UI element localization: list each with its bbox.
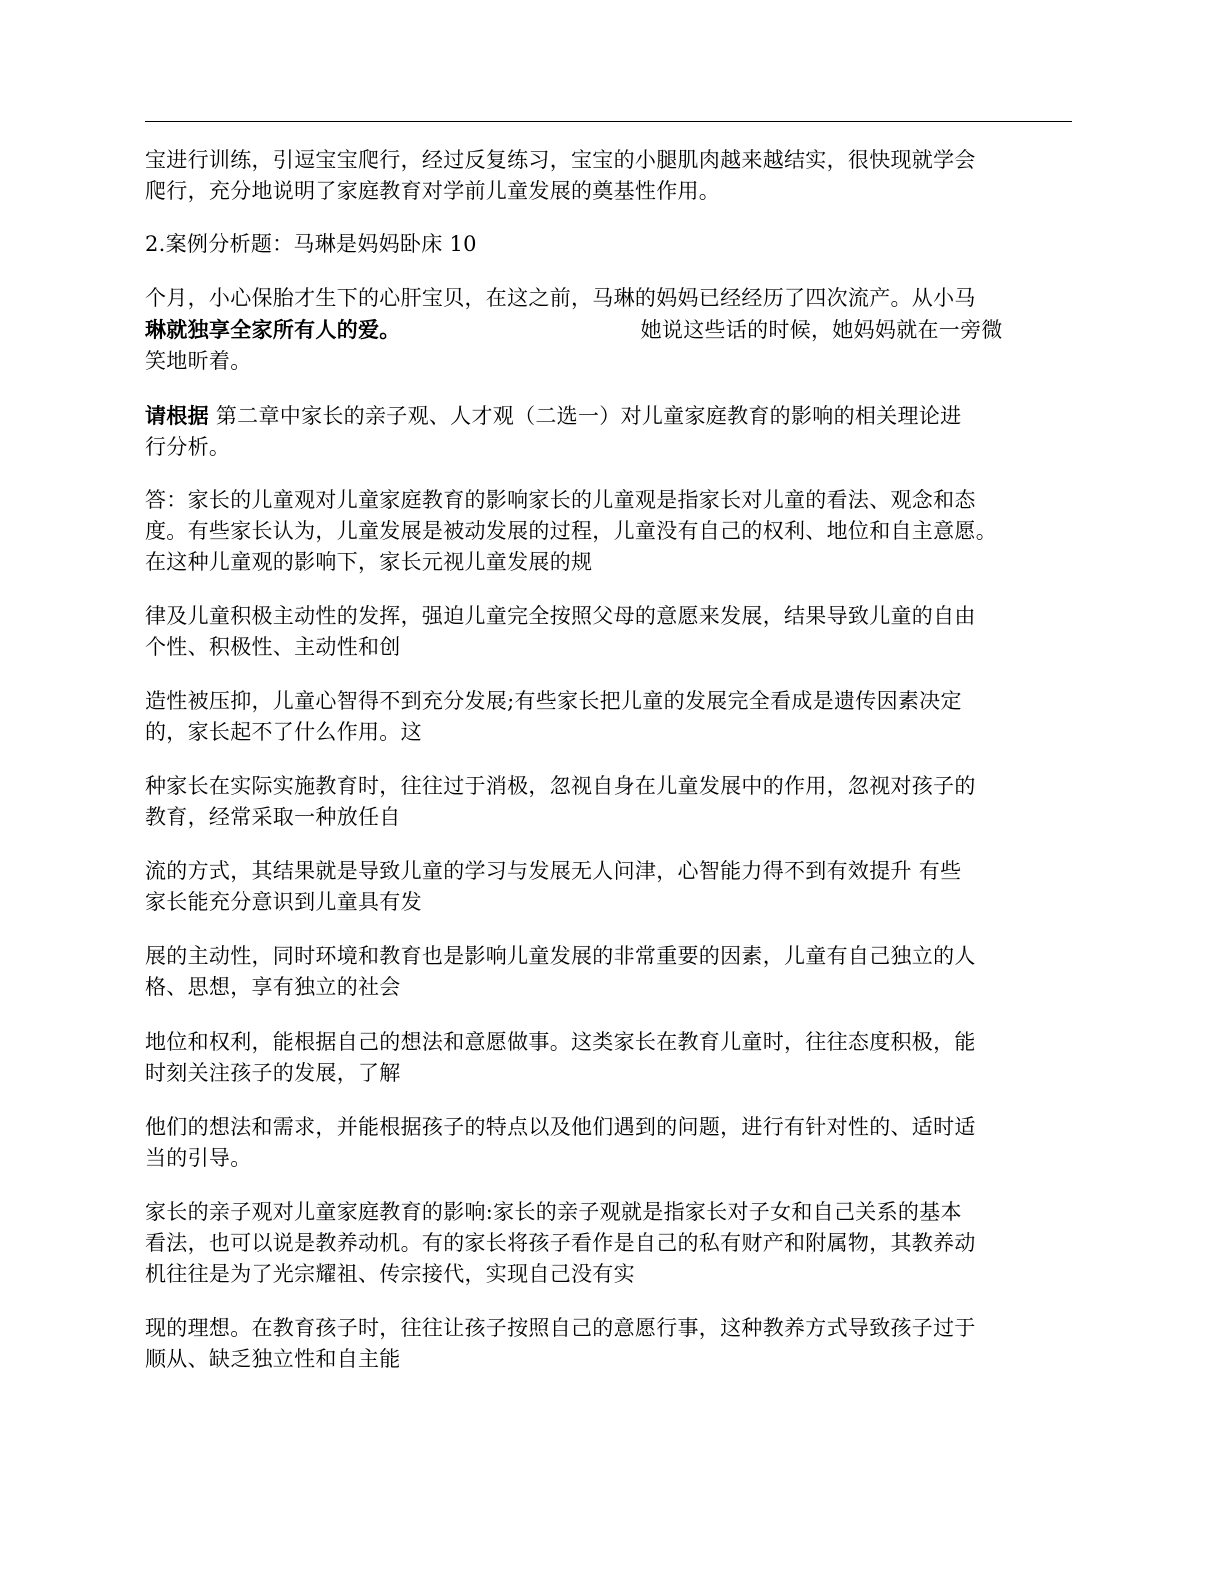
text-line: 造性被压抑，儿童心智得不到充分发展;有些家长把儿童的发展完全看成是遗传因素决定 xyxy=(145,689,962,713)
text-fragment: 第二章中家长的亲子观、人才观（二选一）对儿童家庭教育的影响的相关理论进 xyxy=(208,404,962,428)
paragraph-7 xyxy=(145,686,1095,748)
text-line: 的，家长起不了什么作用。这 xyxy=(145,720,422,744)
text-line: 机往往是为了光宗耀祖、传宗接代，实现自己没有实 xyxy=(145,1262,635,1286)
text-line: 宝进行训练，引逗宝宝爬行，经过反复练习，宝宝的小腿肌肉越来越结实，很快现就学会 xyxy=(145,148,976,172)
paragraph-4 xyxy=(145,400,1095,463)
text-line: 笑地昕着。 xyxy=(145,349,252,373)
text-line: 顺从、缺乏独立性和自主能 xyxy=(145,1347,401,1371)
text-line: 个性、积极性、主动性和创 xyxy=(145,635,401,659)
paragraph-11 xyxy=(145,1027,1095,1089)
text-line: 教育，经常采取一种放任自 xyxy=(145,805,401,829)
text-line xyxy=(145,400,1095,432)
text-line: 答：家长的儿童观对儿童家庭教育的影响家长的儿童观是指家长对儿童的看法、观念和态 xyxy=(145,488,976,512)
paragraph-10 xyxy=(145,941,1095,1003)
paragraph-14 xyxy=(145,1313,1095,1375)
header-rule xyxy=(145,121,1072,122)
text-line: 时刻关注孩子的发展，了解 xyxy=(145,1061,401,1085)
text-fragment: 她说这些话的时候，她妈妈就在一旁微 xyxy=(640,318,1003,342)
text-line: 看法，也可以说是教养动机。有的家长将孩子看作是自己的私有财产和附属物，其教养动 xyxy=(145,1231,976,1255)
text-line: 格、思想，享有独立的社会 xyxy=(145,975,401,999)
bold-phrase: 请根据 xyxy=(145,403,209,428)
text-line: 个月，小心保胎才生下的心肝宝贝，在这之前，马琳的妈妈已经经历了四次流产。从小马 xyxy=(145,286,976,310)
text-line xyxy=(145,314,1095,346)
paragraph-6 xyxy=(145,601,1095,663)
paragraph-13 xyxy=(145,1197,1095,1290)
text-line: 现的理想。在教育孩子时，往往让孩子按照自己的意愿行事，这种教养方式导致孩子过于 xyxy=(145,1316,976,1340)
text-line: 度。有些家长认为，儿童发展是被动发展的过程，儿童没有自己的权利、地位和自主意愿。 xyxy=(145,519,997,543)
text-line: 爬行，充分地说明了家庭教育对学前儿童发展的奠基性作用。 xyxy=(145,179,721,203)
text-line: 行分析。 xyxy=(145,435,231,459)
text-line: 当的引导。 xyxy=(145,1146,252,1170)
text-line: 流的方式，其结果就是导致儿童的学习与发展无人问津，心智能力得不到有效提升 有些 xyxy=(145,859,962,883)
paragraph-12 xyxy=(145,1112,1095,1174)
text-line: 种家长在实际实施教育时，往往过于消极，忽视自身在儿童发展中的作用，忽视对孩子的 xyxy=(145,774,976,798)
paragraph-1 xyxy=(145,145,1095,207)
text-line: 家长的亲子观对儿童家庭教育的影响:家长的亲子观就是指家长对子女和自己关系的基本 xyxy=(145,1200,962,1224)
text-line: 地位和权利，能根据自己的想法和意愿做事。这类家长在教育儿童时，往往态度积极，能 xyxy=(145,1030,976,1054)
paragraph-9 xyxy=(145,856,1095,918)
text-line: 家长能充分意识到儿童具有发 xyxy=(145,890,422,914)
text-line: 展的主动性，同时环境和教育也是影响儿童发展的非常重要的因素，儿童有自己独立的人 xyxy=(145,944,976,968)
question-heading: 2.案例分析题：马琳是妈妈卧床 10 xyxy=(145,232,477,256)
paragraph-3 xyxy=(145,283,1095,377)
paragraph-8 xyxy=(145,771,1095,833)
paragraph-5 xyxy=(145,485,1095,578)
text-line: 他们的想法和需求，并能根据孩子的特点以及他们遇到的问题，进行有针对性的、适时适 xyxy=(145,1115,976,1139)
paragraph-2 xyxy=(145,229,1095,260)
text-line: 在这种儿童观的影响下，家长元视儿童发展的规 xyxy=(145,550,593,574)
bold-phrase: 琳就独享全家所有人的爱。 xyxy=(145,317,401,342)
text-line: 律及儿童积极主动性的发挥，强迫儿童完全按照父母的意愿来发展，结果导致儿童的自由 xyxy=(145,604,976,628)
